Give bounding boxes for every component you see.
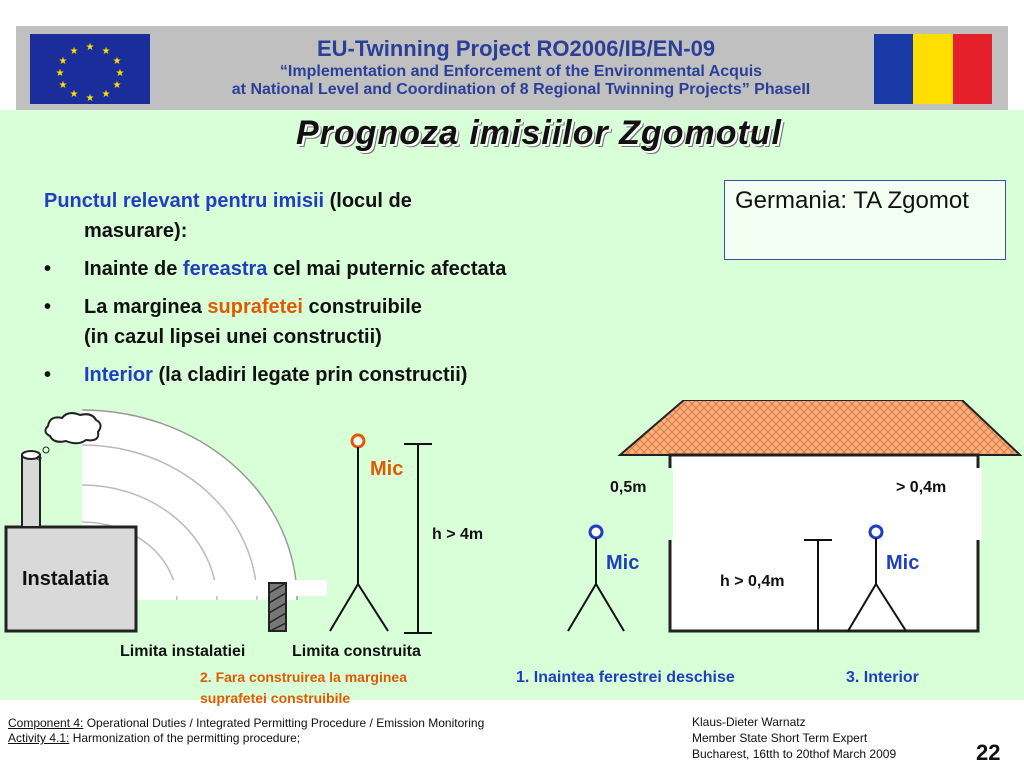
microphone-icon [590, 526, 602, 538]
bullet-window: • Inainte de fereastra cel mai puternic afectata [44, 254, 684, 284]
svg-text:★: ★ [112, 56, 122, 67]
bullet-margin-line2: (in cazul lipsei unei constructii) [84, 326, 382, 348]
highlight-window: fereastra [182, 258, 268, 280]
chimney [22, 455, 40, 527]
header-banner [16, 26, 1008, 110]
installation-label: Instalatia [22, 568, 109, 590]
distance-05-label: 0,5m [610, 479, 647, 496]
case1-label: 1. Inaintea ferestrei deschise [516, 669, 735, 686]
smoke-dot [43, 447, 49, 453]
mic-label-left: Mic [370, 458, 404, 480]
project-subtitle-line1: “Implementation and Enforcement of the Environmental Acquis [279, 63, 763, 80]
project-subtitle-line2: at National Level and Coordination of 8 Regional Twinning Projects” PhaseII [231, 81, 811, 98]
stick-leg [596, 584, 624, 631]
eu-flag-icon [30, 34, 150, 104]
bullet-dot: • [44, 258, 52, 280]
smoke-cloud-icon [45, 413, 100, 443]
svg-text:★: ★ [115, 68, 125, 79]
germany-ta-box: Germania: TA Zgomot [724, 180, 1006, 260]
svg-text:★: ★ [85, 93, 95, 104]
footer-location-date: Bucharest, 16tth to 20thof March 2009 [692, 747, 897, 761]
case3-label: 3. Interior [846, 669, 919, 686]
window-opening-right [962, 468, 982, 540]
limit-built-label: Limita construita [292, 643, 421, 660]
svg-text:★: ★ [58, 80, 68, 91]
highlight-interior: Interior [84, 364, 153, 386]
footer-activity: Activity 4.1: Harmonization of the permitting procedure; [8, 731, 301, 745]
slide-title: Prognoza imisiilor Zgomotul [296, 114, 782, 152]
bullet-list [44, 186, 684, 390]
microphone-icon [352, 435, 364, 447]
case2-line1: 2. Fara construirea la marginea [200, 669, 407, 685]
svg-text:★: ★ [69, 46, 79, 57]
svg-text:★: ★ [101, 46, 111, 57]
bullet-margin: • La marginea suprafetei construibile (in cazul lipsei unei constructii) [44, 292, 684, 352]
footer-author: Klaus-Dieter Warnatz [692, 715, 806, 729]
bullet-dot: • [44, 364, 52, 386]
svg-text:★: ★ [112, 80, 122, 91]
intro-text [44, 186, 684, 216]
intro-rest: (locul de [324, 190, 412, 212]
bullet-interior: • Interior (la cladiri legate prin constructii) [44, 360, 684, 390]
stick-leg [568, 584, 596, 631]
limit-installation-label: Limita instalatiei [120, 643, 246, 660]
mic-label-interior: Mic [886, 552, 920, 574]
project-title: EU-Twinning Project RO2006/IB/EN-09 [316, 36, 716, 61]
svg-text:★: ★ [85, 42, 95, 53]
svg-text:★: ★ [55, 68, 65, 79]
highlight-surface: suprafetei [207, 296, 303, 318]
romania-flag-icon [874, 34, 992, 104]
footer-right [692, 714, 896, 762]
height-label-left: h > 4m [432, 526, 484, 543]
height-label-right: h > 0,4m [720, 573, 785, 590]
mic-label-window: Mic [606, 552, 640, 574]
house-roof [620, 400, 1020, 455]
window-opening-left [655, 468, 673, 540]
footer-left [8, 716, 484, 746]
stick-leg [358, 584, 388, 631]
svg-text:★: ★ [69, 89, 79, 100]
intro-line2: masurare): [84, 220, 188, 242]
intro-highlight: Punctul relevant pentru imisii [44, 190, 325, 212]
distance-04-label: > 0,4m [896, 479, 947, 496]
microphone-icon [870, 526, 882, 538]
footer-component: Component 4: Operational Duties / Integrated Permitting Procedure / Emission Monitoring [8, 716, 485, 730]
svg-text:★: ★ [101, 89, 111, 100]
bullet-dot: • [44, 296, 52, 318]
case2-line2: suprafetei construibile [200, 690, 351, 706]
footer-role: Member State Short Term Expert [692, 731, 868, 745]
svg-text:★: ★ [58, 56, 68, 67]
page-number: 22 [976, 740, 1001, 765]
stick-leg [330, 584, 358, 631]
